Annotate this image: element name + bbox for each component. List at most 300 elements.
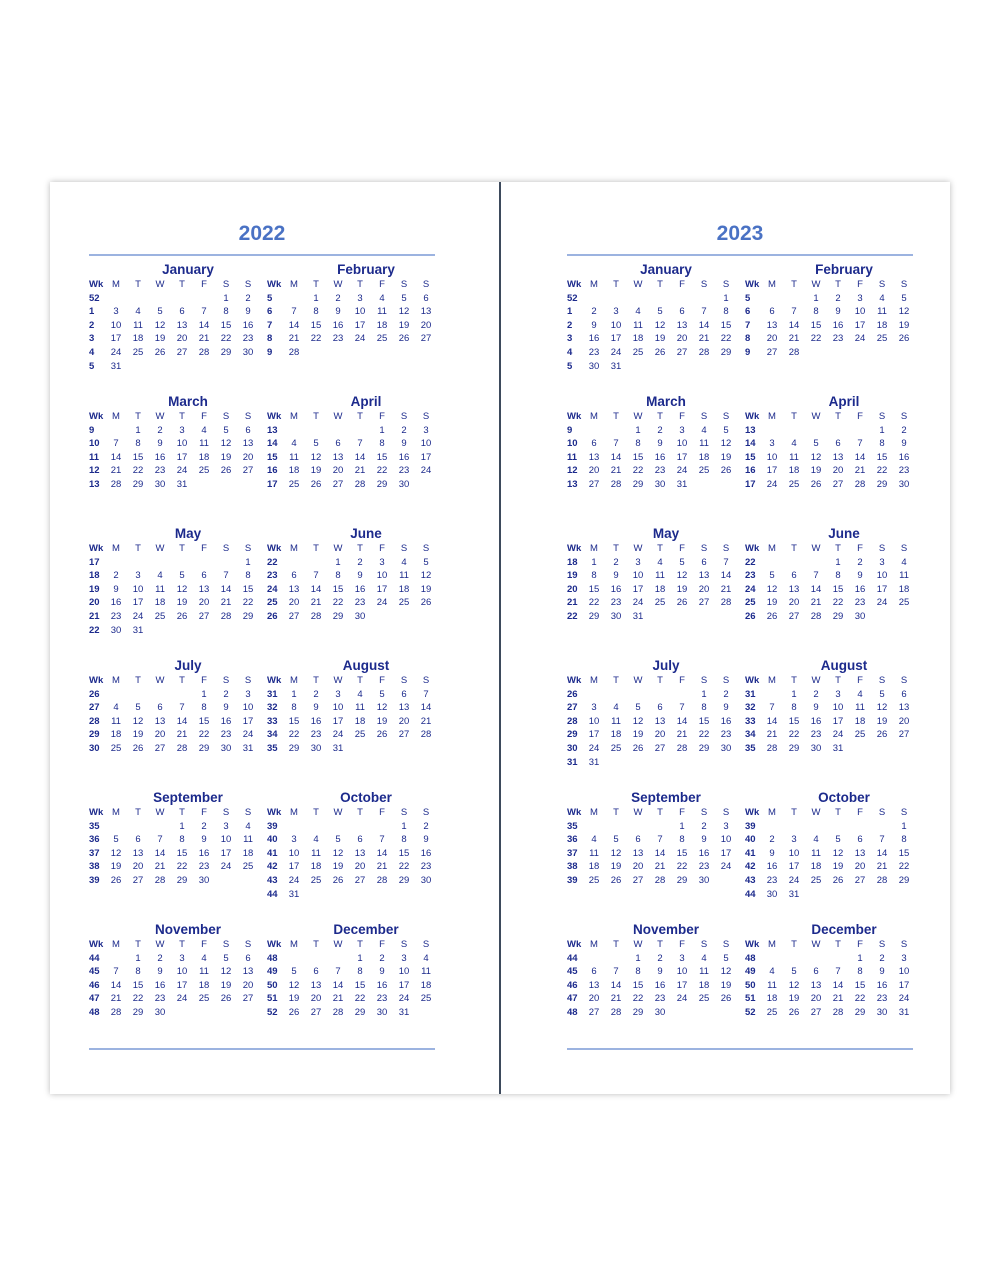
day-cell: 7 xyxy=(291,306,297,318)
week-row xyxy=(567,451,737,465)
day-cell: 27 xyxy=(810,1006,822,1018)
day-cell: 18 xyxy=(354,715,366,727)
day-cell: 27 xyxy=(420,333,432,345)
day-cell: 21 xyxy=(676,729,688,741)
day-cell: 1 xyxy=(701,688,707,700)
day-cell: 6 xyxy=(423,292,429,304)
day-cell: 21 xyxy=(110,465,122,477)
weekday-label: S xyxy=(222,939,230,950)
month-april xyxy=(267,394,437,492)
day-cell xyxy=(761,688,783,702)
weekday-label: S xyxy=(700,675,708,686)
day-cell: 5 xyxy=(657,306,663,318)
day-cell xyxy=(827,424,849,438)
day-cell: 9 xyxy=(157,438,163,450)
day-cell: 16 xyxy=(420,847,432,859)
week-row xyxy=(745,965,915,979)
day-cell: 19 xyxy=(788,993,800,1005)
day-cell xyxy=(415,1006,437,1020)
day-cell: 30 xyxy=(588,360,600,372)
week-number: 5 xyxy=(745,292,751,304)
weekday-label: M xyxy=(590,279,598,290)
day-cell: 2 xyxy=(157,952,163,964)
weekday-label: T xyxy=(613,279,619,290)
day-cell: 2 xyxy=(423,820,429,832)
day-cell: 23 xyxy=(610,597,622,609)
day-cell: 28 xyxy=(810,610,822,622)
day-cell: 6 xyxy=(135,834,141,846)
day-cell: 13 xyxy=(198,583,210,595)
day-cell: 6 xyxy=(245,424,251,436)
week-row xyxy=(567,874,737,888)
month-name: August xyxy=(342,658,390,673)
day-cell: 13 xyxy=(242,966,254,978)
day-cell xyxy=(849,888,871,902)
day-cell: 6 xyxy=(701,556,707,568)
year-page-left xyxy=(89,182,435,1094)
day-cell: 11 xyxy=(699,438,709,450)
day-cell: 4 xyxy=(201,424,207,436)
day-cell: 17 xyxy=(788,861,800,873)
day-cell: 7 xyxy=(723,556,729,568)
weekday-label: W xyxy=(155,543,165,554)
day-cell: 6 xyxy=(291,570,297,582)
day-cell xyxy=(149,820,171,834)
day-cell: 10 xyxy=(720,834,732,846)
month-name: September xyxy=(631,790,701,805)
week-row xyxy=(745,860,915,874)
month-name: December xyxy=(333,922,399,937)
day-cell xyxy=(783,292,805,306)
day-cell xyxy=(783,952,805,966)
day-cell: 15 xyxy=(198,715,210,727)
day-cell: 4 xyxy=(113,702,119,714)
day-cell: 24 xyxy=(110,346,122,358)
day-cell: 28 xyxy=(610,478,622,490)
day-cell xyxy=(371,346,393,360)
week-row xyxy=(567,610,737,624)
weekday-label: S xyxy=(900,675,908,686)
day-cell: 20 xyxy=(310,993,322,1005)
day-cell: 20 xyxy=(588,993,600,1005)
day-cell: 3 xyxy=(113,306,119,318)
day-cell xyxy=(149,624,171,638)
day-cell: 29 xyxy=(198,742,210,754)
day-cell xyxy=(193,624,215,638)
week-row xyxy=(567,728,737,742)
day-cell: 7 xyxy=(857,438,863,450)
day-cell: 8 xyxy=(135,438,141,450)
day-cell xyxy=(671,360,693,374)
day-cell: 2 xyxy=(657,952,663,964)
bottom-rule xyxy=(89,1048,435,1050)
day-cell xyxy=(305,820,327,834)
day-cell xyxy=(583,424,605,438)
day-cell: 2 xyxy=(157,424,163,436)
weekday-label: T xyxy=(613,675,619,686)
day-cell: 5 xyxy=(423,556,429,568)
day-cell xyxy=(127,820,149,834)
day-cell: 30 xyxy=(766,888,778,900)
week-row xyxy=(89,1006,259,1020)
day-cell: 19 xyxy=(720,979,732,991)
day-cell: 11 xyxy=(311,847,321,859)
day-cell: 15 xyxy=(354,979,366,991)
month-november xyxy=(89,922,259,1020)
day-cell: 5 xyxy=(723,424,729,436)
day-cell: 31 xyxy=(242,742,254,754)
weekday-label: T xyxy=(357,543,363,554)
day-cell: 29 xyxy=(132,1006,144,1018)
week-number: 15 xyxy=(745,451,756,463)
day-cell: 25 xyxy=(810,874,822,886)
day-cell: 14 xyxy=(610,979,622,991)
day-cell: 21 xyxy=(198,333,210,345)
day-cell: 8 xyxy=(201,702,207,714)
day-cell: 30 xyxy=(110,624,122,636)
week-row xyxy=(567,847,737,861)
day-cell xyxy=(715,360,737,374)
day-cell: 5 xyxy=(835,834,841,846)
week-number: 47 xyxy=(89,993,100,1005)
day-cell: 3 xyxy=(879,556,885,568)
day-cell xyxy=(215,874,237,888)
week-row xyxy=(745,728,915,742)
day-cell: 21 xyxy=(854,465,866,477)
day-cell: 15 xyxy=(720,319,732,331)
week-number: 21 xyxy=(89,610,100,622)
day-cell: 22 xyxy=(198,729,210,741)
weekday-label: T xyxy=(835,939,841,950)
day-cell: 17 xyxy=(176,451,188,463)
day-cell xyxy=(693,292,715,306)
day-cell: 3 xyxy=(245,688,251,700)
day-cell: 2 xyxy=(591,306,597,318)
day-cell: 18 xyxy=(632,333,644,345)
day-cell: 18 xyxy=(698,979,710,991)
week-row xyxy=(267,610,437,624)
weekday-label: M xyxy=(768,279,776,290)
day-cell: 18 xyxy=(198,979,210,991)
day-cell: 2 xyxy=(313,688,319,700)
week-row xyxy=(267,332,437,346)
week-row xyxy=(745,319,915,333)
day-cell xyxy=(415,742,437,756)
day-cell: 29 xyxy=(698,742,710,754)
day-cell xyxy=(149,556,171,570)
day-cell: 18 xyxy=(898,583,910,595)
day-cell: 19 xyxy=(420,583,432,595)
week-number: 40 xyxy=(745,834,756,846)
day-cell xyxy=(327,346,349,360)
month-march xyxy=(89,394,259,492)
day-cell: 5 xyxy=(113,834,119,846)
weekday-label: W xyxy=(155,411,165,422)
week-number: 39 xyxy=(745,820,756,832)
weekday-label: T xyxy=(313,279,319,290)
week-row xyxy=(745,847,915,861)
week-row xyxy=(567,346,737,360)
day-cell xyxy=(649,292,671,306)
weekday-label: W xyxy=(333,411,343,422)
day-cell: 23 xyxy=(876,993,888,1005)
day-cell xyxy=(305,424,327,438)
day-cell: 24 xyxy=(832,729,844,741)
day-cell: 14 xyxy=(676,715,688,727)
day-cell xyxy=(649,820,671,834)
week-number-header: Wk xyxy=(745,279,760,290)
day-cell: 30 xyxy=(420,874,432,886)
weekday-label: S xyxy=(900,939,908,950)
day-cell: 8 xyxy=(835,570,841,582)
day-cell: 26 xyxy=(332,874,344,886)
week-number: 51 xyxy=(267,993,278,1005)
day-cell: 11 xyxy=(611,715,621,727)
week-number: 43 xyxy=(745,874,756,886)
day-cell: 15 xyxy=(376,451,388,463)
day-cell: 16 xyxy=(720,715,732,727)
week-number: 13 xyxy=(745,424,756,436)
day-cell: 3 xyxy=(223,820,229,832)
week-number-header: Wk xyxy=(745,411,760,422)
weekday-label: T xyxy=(179,807,185,818)
day-cell: 27 xyxy=(176,346,188,358)
day-cell: 19 xyxy=(132,729,144,741)
day-cell: 12 xyxy=(288,979,300,991)
day-cell: 7 xyxy=(613,438,619,450)
month-name: December xyxy=(811,922,877,937)
week-number-header: Wk xyxy=(89,675,104,686)
day-cell: 4 xyxy=(901,556,907,568)
week-number: 13 xyxy=(89,478,100,490)
day-cell: 11 xyxy=(633,319,643,331)
day-cell: 16 xyxy=(654,451,666,463)
week-number: 47 xyxy=(567,993,578,1005)
day-cell: 10 xyxy=(176,966,188,978)
weekday-label: T xyxy=(613,411,619,422)
day-cell: 17 xyxy=(220,847,232,859)
day-cell: 9 xyxy=(379,966,385,978)
day-cell xyxy=(149,360,171,374)
day-cell: 8 xyxy=(901,834,907,846)
day-cell: 4 xyxy=(157,570,163,582)
week-row xyxy=(567,583,737,597)
day-cell: 16 xyxy=(854,583,866,595)
day-cell: 15 xyxy=(810,319,822,331)
day-cell xyxy=(283,820,305,834)
day-cell: 23 xyxy=(654,465,666,477)
month-name: July xyxy=(652,658,680,673)
weekday-header xyxy=(745,542,915,556)
weekday-label: S xyxy=(722,939,730,950)
day-cell: 7 xyxy=(813,570,819,582)
day-cell: 9 xyxy=(357,570,363,582)
month-march xyxy=(567,394,737,492)
day-cell: 27 xyxy=(766,346,778,358)
weekday-label: T xyxy=(657,411,663,422)
day-cell: 20 xyxy=(788,597,800,609)
day-cell: 30 xyxy=(198,874,210,886)
weekday-label: F xyxy=(679,411,685,422)
day-cell xyxy=(871,742,893,756)
day-cell: 7 xyxy=(313,570,319,582)
month-name: September xyxy=(153,790,223,805)
day-cell: 22 xyxy=(898,861,910,873)
day-cell: 21 xyxy=(332,993,344,1005)
day-cell: 4 xyxy=(701,424,707,436)
day-cell: 3 xyxy=(901,952,907,964)
week-number: 28 xyxy=(89,715,100,727)
day-cell: 26 xyxy=(420,597,432,609)
weekday-label: F xyxy=(857,279,863,290)
day-cell: 10 xyxy=(220,834,232,846)
day-cell: 17 xyxy=(176,979,188,991)
weekday-label: S xyxy=(244,411,252,422)
week-number: 27 xyxy=(89,702,100,714)
day-cell: 9 xyxy=(401,438,407,450)
day-cell: 24 xyxy=(788,874,800,886)
day-cell: 6 xyxy=(157,702,163,714)
day-cell: 13 xyxy=(788,583,800,595)
day-cell: 1 xyxy=(291,688,297,700)
day-cell: 27 xyxy=(154,742,166,754)
week-number: 45 xyxy=(89,966,100,978)
day-cell: 8 xyxy=(313,306,319,318)
day-cell: 19 xyxy=(288,993,300,1005)
day-cell: 24 xyxy=(176,465,188,477)
day-cell: 22 xyxy=(354,993,366,1005)
day-cell: 25 xyxy=(898,597,910,609)
day-cell: 15 xyxy=(832,583,844,595)
month-november xyxy=(567,922,737,1020)
week-row xyxy=(89,833,259,847)
day-cell: 11 xyxy=(289,451,299,463)
day-cell xyxy=(671,610,693,624)
day-cell: 24 xyxy=(876,597,888,609)
weekday-label: S xyxy=(878,411,886,422)
day-cell: 23 xyxy=(310,729,322,741)
day-cell: 11 xyxy=(811,847,821,859)
day-cell: 2 xyxy=(379,952,385,964)
day-cell xyxy=(693,610,715,624)
day-cell: 1 xyxy=(635,424,641,436)
week-number: 24 xyxy=(745,583,756,595)
day-cell: 8 xyxy=(179,834,185,846)
day-cell: 29 xyxy=(398,874,410,886)
weekday-label: F xyxy=(857,675,863,686)
week-row xyxy=(567,952,737,966)
day-cell: 1 xyxy=(591,556,597,568)
weekday-label: T xyxy=(791,675,797,686)
day-cell: 3 xyxy=(769,438,775,450)
week-row xyxy=(567,464,737,478)
day-cell: 29 xyxy=(676,874,688,886)
day-cell xyxy=(215,1006,237,1020)
day-cell: 31 xyxy=(588,756,600,768)
week-number: 19 xyxy=(89,583,100,595)
day-cell: 21 xyxy=(220,597,232,609)
day-cell xyxy=(327,888,349,902)
day-cell: 15 xyxy=(698,715,710,727)
weekday-label: F xyxy=(201,279,207,290)
day-cell: 12 xyxy=(898,306,910,318)
day-cell: 28 xyxy=(110,478,122,490)
week-number: 31 xyxy=(567,756,578,768)
day-cell: 29 xyxy=(632,1006,644,1018)
day-cell: 18 xyxy=(398,583,410,595)
day-cell: 6 xyxy=(791,570,797,582)
day-cell xyxy=(671,292,693,306)
day-cell: 14 xyxy=(110,979,122,991)
day-cell: 18 xyxy=(110,729,122,741)
weekday-label: S xyxy=(422,939,430,950)
day-cell: 17 xyxy=(720,847,732,859)
day-cell: 1 xyxy=(223,292,229,304)
month-january xyxy=(567,262,737,373)
weekday-label: F xyxy=(857,939,863,950)
week-row xyxy=(745,688,915,702)
weekday-label: S xyxy=(722,543,730,554)
week-number: 34 xyxy=(267,729,278,741)
day-cell: 17 xyxy=(766,465,778,477)
weekday-label: S xyxy=(722,411,730,422)
weekday-header xyxy=(567,542,737,556)
day-cell: 27 xyxy=(788,610,800,622)
day-cell: 18 xyxy=(610,729,622,741)
day-cell: 18 xyxy=(198,451,210,463)
day-cell: 23 xyxy=(810,729,822,741)
week-row xyxy=(267,888,437,902)
weekday-label: F xyxy=(679,675,685,686)
day-cell: 7 xyxy=(157,834,163,846)
weekday-label: W xyxy=(633,543,643,554)
day-cell: 11 xyxy=(789,451,799,463)
week-number: 26 xyxy=(89,688,100,700)
day-cell: 8 xyxy=(401,834,407,846)
weekday-label: F xyxy=(679,807,685,818)
day-cell: 14 xyxy=(376,847,388,859)
day-cell: 31 xyxy=(398,1006,410,1018)
day-cell: 11 xyxy=(899,570,909,582)
day-cell: 3 xyxy=(291,834,297,846)
day-cell: 25 xyxy=(198,465,210,477)
day-cell: 21 xyxy=(110,993,122,1005)
day-cell: 19 xyxy=(220,451,232,463)
day-cell: 21 xyxy=(420,715,432,727)
day-cell: 25 xyxy=(242,861,254,873)
day-cell: 16 xyxy=(876,979,888,991)
week-number: 26 xyxy=(567,688,578,700)
day-cell: 31 xyxy=(632,610,644,622)
day-cell xyxy=(761,952,783,966)
weekday-label: F xyxy=(379,807,385,818)
week-row xyxy=(745,715,915,729)
day-cell: 17 xyxy=(898,979,910,991)
day-cell: 25 xyxy=(198,993,210,1005)
day-cell: 20 xyxy=(588,465,600,477)
day-cell: 22 xyxy=(832,597,844,609)
day-cell: 27 xyxy=(310,1006,322,1018)
weekday-label: W xyxy=(333,543,343,554)
day-cell: 26 xyxy=(220,993,232,1005)
day-cell: 4 xyxy=(357,688,363,700)
day-cell: 23 xyxy=(154,993,166,1005)
week-row xyxy=(267,820,437,834)
weekday-label: T xyxy=(135,939,141,950)
day-cell: 18 xyxy=(288,465,300,477)
day-cell: 22 xyxy=(132,465,144,477)
week-number: 52 xyxy=(745,1006,756,1018)
